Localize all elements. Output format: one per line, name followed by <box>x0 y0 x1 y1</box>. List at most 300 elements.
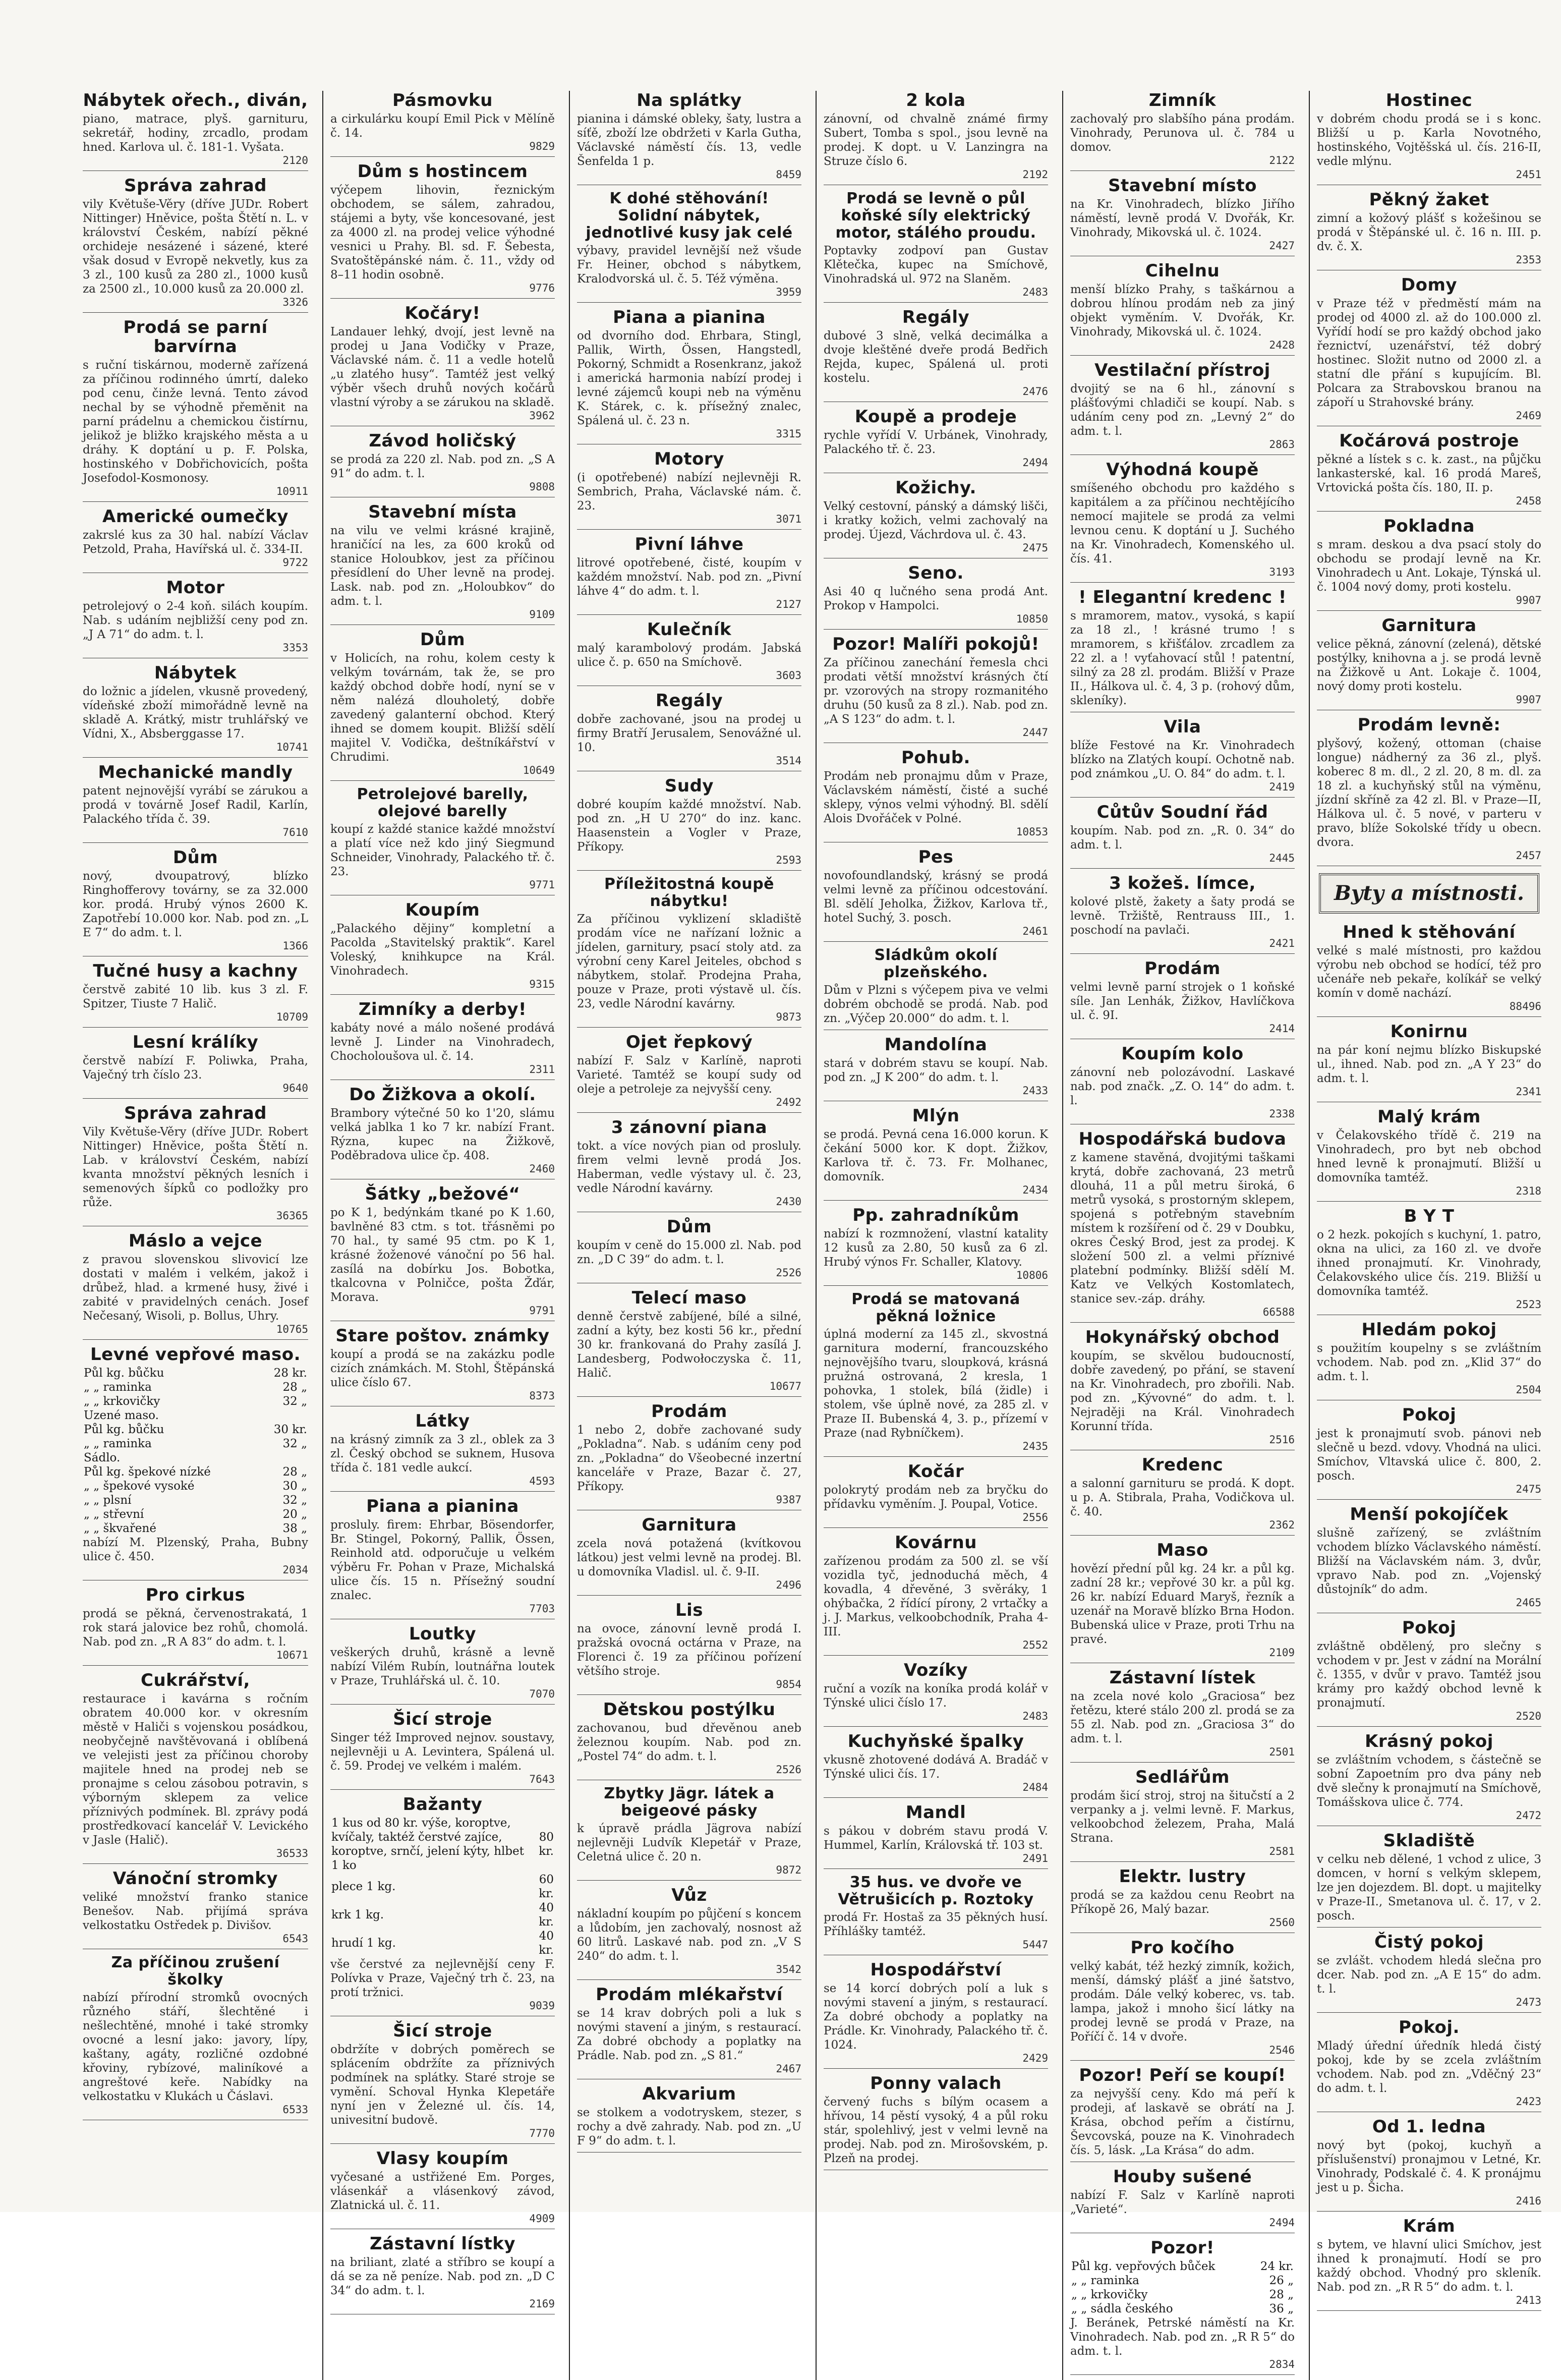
ad-body: denně čerstvě zabíjené, bílé a silné, zadní a kýty, bez kosti 56 kr., přední 30 kr. frankovaná do Prahy zasílá J. Landesberg, Podwołoczyska č. 11, Halič. <box>577 1310 801 1380</box>
ad-heading: Vila <box>1164 717 1201 737</box>
ad-heading: Na splátky <box>637 90 742 110</box>
ad-reference-number: 2516 <box>1269 1434 1295 1446</box>
ad-heading: Americké oumečky <box>102 506 288 527</box>
ad-body: koupím, se skvělou budoucností, dobře zavedený, po přání, se stavení na Kr. Vinohradech, pro zbořili. Nab. pod zn. „Kývovné“ do adm. t. l. Nejraději na Král. Vinohradech Korunní třída. <box>1070 1349 1295 1433</box>
ad-body: na krásný zimník za 3 zl., oblek za 3 zl. Český obchod se suknem, Husova třída č. 181 vedle aukcí. <box>330 1433 555 1475</box>
ad-reference-number: 10677 <box>769 1380 801 1392</box>
ad-body: na zcela nové kolo „Graciosa“ bez řetězu, které stálo 200 zl. prodá se za 55 zl. Nab. pod zn. „Graciosa 3“ do adm. t. l. <box>1070 1690 1295 1745</box>
classified-ad <box>83 1954 308 2120</box>
ad-heading: Sedlářům <box>1135 1767 1230 1787</box>
column-4 <box>816 91 1055 2380</box>
ad-body: zvláštně obdělený, pro slečny s vchodem v pr. Jest v zádní na Morální č. 1355, v dvůr v pravo. Tamtéž jsou krámy pro každý obchod levně k pronajmutí. <box>1317 1640 1541 1710</box>
ad-heading: Zástavní lístek <box>1109 1668 1256 1688</box>
ad-reference-number: 2476 <box>1022 385 1048 398</box>
ad-heading: Pes <box>918 847 954 867</box>
ad-heading: Vůz <box>671 1885 707 1905</box>
ad-reference-number: 9907 <box>1516 694 1541 706</box>
ad-body: čerstvě zabité 10 lib. kus 3 zl. F. Spitzer, Tiuste 7 Halič. <box>83 983 308 1010</box>
ad-body: Vily Květuše-Věry (dříve JUDr. Robert Nittinger) Hněvice, pošta Štětí n. Lab. v království Českém, nabízí kvanta množství pěkných lesních i semenových šípků co podložky pro růže. <box>83 1125 308 1209</box>
classified-ad <box>824 407 1048 473</box>
ad-reference-number: 2504 <box>1516 1384 1541 1396</box>
classified-ad <box>1070 717 1295 798</box>
ad-reference-number: 2483 <box>1022 1710 1048 1722</box>
ad-heading: Výhodná koupě <box>1106 460 1259 480</box>
ad-reference-number: 2318 <box>1516 1185 1541 1197</box>
ad-reference-number: 6533 <box>282 2104 308 2116</box>
ad-heading: Kočár <box>907 1461 964 1482</box>
column-1 <box>76 91 315 2380</box>
classified-ad <box>824 947 1048 1030</box>
ad-reference-number: 2834 <box>1269 2358 1295 2370</box>
ad-heading: Pokoj <box>1402 1405 1457 1425</box>
ad-body: dubové 3 slně, velká decimálka a dvoje kleštěné dveře prodá Bedřich Rejda, kupec, Spálená ul. proti kostelu. <box>824 329 1048 385</box>
ad-body: obdržíte v dobrých poměrech se splácením obdržíte za příznivých podmínek na splátky. Staré stroje se vymění. Schoval Hynka Klepetáře nyní jen v Železné ul. čís. 14, univesitní budově. <box>330 2043 555 2127</box>
ad-reference-number: 10671 <box>276 1649 308 1661</box>
ad-body: Landauer lehký, dvojí, jest levně na prodej u Jana Vodičky v Praze, Václavské nám. č. 11 a vedle hotelů „u zlatého husy“. Tamtéž jest velký výběr všech druhů nových kočárů vlastní výroby a se zárukou na skladě. <box>330 325 555 409</box>
ad-heading: Pivní láhve <box>634 534 744 554</box>
price-item: Půl kg. bůčku <box>84 1367 164 1380</box>
ad-reference-number: 2469 <box>1516 410 1541 422</box>
ad-body: nabízí M. Plzenský, Praha, Bubny ulice č. 450. <box>83 1536 308 1563</box>
ad-heading: B Y T <box>1404 1206 1455 1226</box>
ad-heading: Kočáry! <box>404 303 481 323</box>
ad-heading: Prodá se levně o půl koňské síly elektrický motor, stálého proudu. <box>835 190 1036 242</box>
price-value: 28 „ <box>1269 2288 1294 2301</box>
ad-body: Singer též Improved nejnov. soustavy, nejlevněji u A. Levintera, Spálená ul. č. 59. Prodej ve velkém i malém. <box>330 1731 555 1773</box>
price-value: 26 „ <box>1269 2274 1294 2287</box>
classified-ad <box>577 535 801 615</box>
ad-heading: Akvarium <box>642 2084 736 2104</box>
ad-heading: Prodám <box>1144 958 1221 979</box>
ad-heading: Konirnu <box>1390 1022 1468 1042</box>
ad-body: dobré koupím každé množství. Nab. pod zn. „H U 270“ do inz. kanc. Haasenstein a Vogler v Praze, Příkopy. <box>577 798 801 854</box>
classified-ad <box>824 1874 1048 1955</box>
classified-ad <box>1070 803 1295 869</box>
ad-reference-number: 7643 <box>529 1773 555 1785</box>
ad-heading: Cihelnu <box>1145 261 1220 281</box>
ad-reference-number: 9873 <box>776 1011 801 1023</box>
ad-body: smíšeného obchodu pro každého s kapitálem a za příčinou nechtějícího nemocí majitele se prodá za velmi levnou cenu. K doptání u J. Suchého na Kr. Vinohradech, Komenského ul. čís. 41. <box>1070 482 1295 565</box>
price-row <box>1070 2288 1295 2302</box>
ad-heading: Správa zahrad <box>124 176 267 196</box>
classified-ad <box>83 1033 308 1099</box>
ad-body: se zvlášt. vchodem hledá slečna pro dcer. Nab. pod zn. „A E 15“ do adm. t. l. <box>1317 1954 1541 1996</box>
price-item: krk 1 kg. <box>331 1908 384 1921</box>
ad-heading: Kočárová postroje <box>1339 431 1519 451</box>
ad-heading: Regály <box>655 691 723 711</box>
ad-reference-number: 9315 <box>529 978 555 990</box>
ad-heading: Pokladna <box>1383 516 1475 536</box>
classified-ad <box>1317 715 1541 866</box>
ad-heading: Mechanické mandly <box>98 762 293 782</box>
ad-body: prodám šicí stroj, stroj na šitučstí a 2 verpanky a j. velmi levně. F. Markus, velkoobchod železem, Praha, Malá Strana. <box>1070 1789 1295 1845</box>
ad-reference-number: 2526 <box>776 1267 801 1279</box>
ad-heading: Stare poštov. známky <box>335 1326 550 1346</box>
ad-reference-number: 9387 <box>776 1494 801 1506</box>
classified-ad <box>1070 1044 1295 1124</box>
ad-reference-number: 7770 <box>529 2127 555 2139</box>
ad-heading: Šátky „bežové“ <box>365 1184 521 1204</box>
ad-body: v Čelakovského třídě č. 219 na Vinohradech, pro byt neb obchod hned levně k pronajmutí. Bližší u domovníka tamtéž. <box>1317 1129 1541 1184</box>
ad-heading: Telecí maso <box>631 1288 747 1308</box>
classified-ad <box>577 1785 801 1881</box>
ad-body: od dvorního dod. Ehrbara, Stingl, Pallik, Wirth, Össen, Hangstedl, Pokorný, Schmidt a Rosenkranz, jakož i americká harmonia nabízí prodej i levné zájemců koupi neb na výměnu K. Stárek, c. k. přísežný znalec, Spálená ul. č. 23 n. <box>577 329 801 427</box>
ad-reference-number: 2433 <box>1022 1085 1048 1097</box>
classified-ad <box>1317 517 1541 611</box>
classified-ad <box>1317 2018 1541 2112</box>
classified-ad <box>1317 431 1541 512</box>
ad-heading: Pro cirkus <box>145 1585 246 1605</box>
ad-heading: Sudy <box>664 776 714 796</box>
ad-heading: Dům <box>420 630 466 650</box>
ad-heading: Maso <box>1157 1540 1208 1560</box>
classified-ad <box>1317 1022 1541 1102</box>
ad-reference-number: 9907 <box>1516 594 1541 606</box>
price-row <box>330 1873 555 1901</box>
ad-heading: Pohub. <box>901 748 970 768</box>
ad-heading: 2 kola <box>906 90 966 110</box>
classified-ad <box>824 308 1048 402</box>
ad-reference-number: 2475 <box>1516 1483 1541 1495</box>
classified-ad <box>330 2234 555 2314</box>
classified-ad <box>824 190 1048 303</box>
price-row <box>83 1451 308 1465</box>
ad-heading: Pro kočího <box>1130 1938 1235 1958</box>
ad-reference-number: 1366 <box>282 940 308 952</box>
classified-ad <box>1070 1328 1295 1450</box>
ad-body: kabáty nové a málo nošené prodává levně J. Linder na Vinohradech, Chocholoušova ul. č. 14. <box>330 1022 555 1063</box>
price-value: 30 „ <box>282 1480 307 1493</box>
ad-reference-number: 2430 <box>776 1196 801 1208</box>
ad-heading: Pp. zahradníkům <box>852 1205 1019 1225</box>
ad-reference-number: 2311 <box>529 1063 555 1075</box>
ad-body: se stolkem a vodotryskem, stezer, s rochy a dvě zahrady. Nab. pod zn. „U F 9“ do adm. t. l. <box>577 2106 801 2147</box>
ad-reference-number: 2494 <box>1022 457 1048 469</box>
ad-body: rychle vyřídí V. Urbánek, Vinohrady, Palackého tř. č. 23. <box>824 429 1048 456</box>
column-5 <box>1062 91 1302 2380</box>
ad-body: se prodá. Pevná cena 16.000 korun. K čekání 5000 kor. K dopt. Žižkov, Karlova tř. č. 73. Fr. Molhanec, domovník. <box>824 1128 1048 1183</box>
classified-ad <box>577 308 801 444</box>
ad-heading: Pozor! Malíři pokojů! <box>832 634 1039 654</box>
ad-reference-number: 2467 <box>776 2063 801 2075</box>
ad-heading: Pěkný žaket <box>1369 190 1489 210</box>
ad-reference-number: 2494 <box>1269 2217 1295 2229</box>
ad-reference-number: 2501 <box>1269 1746 1295 1758</box>
price-row <box>1070 2274 1295 2288</box>
classified-ad <box>83 961 308 1028</box>
classified-ad <box>330 900 555 995</box>
ad-body: nový byt (pokoj, kuchyň a příslušenství) pronajmou v Letné, Kr. Vinohrady, Podskalé č. 4. K pronájmu jest u p. Šicha. <box>1317 2139 1541 2194</box>
price-value: 36 „ <box>1269 2302 1294 2315</box>
ad-body: ruční a vozík na koníka prodá kolář v Týnské ulici číslo 17. <box>824 1682 1048 1710</box>
ad-reference-number: 2034 <box>282 1564 308 1576</box>
ad-heading: Lis <box>675 1600 704 1620</box>
ad-body: z kamene stavěná, dvojitými taškami krytá, dobře zachovaná, 23 metrů dlouhá, 11 a půl metru široká, 6 metrů vysoká, s prostorným sklepem, spojená s potřebným stavebním místem k rozšíření od č. 29 v Doubku, okres Český Brod, jest za prodej. K složení 500 zl. a velmi příznivé platební podmínky. Bližší sdělí M. Katz ve Velkých Kostomlatech, stanice sev.-záp. dráhy. <box>1070 1151 1295 1306</box>
ad-reference-number: 2546 <box>1269 2044 1295 2056</box>
price-item: „ „ raminka <box>1071 2274 1139 2287</box>
ad-body: koupí z každé stanice každé množství a platí více než kdo jiný Siegmund Schneider, Vinohrady, Palackého tř. č. 23. <box>330 823 555 878</box>
ad-reference-number: 10850 <box>1016 613 1048 625</box>
ad-reference-number: 2458 <box>1516 495 1541 507</box>
price-value <box>260 1408 308 1423</box>
ad-heading: Garnitura <box>642 1515 737 1535</box>
ad-reference-number: 2416 <box>1516 2195 1541 2207</box>
ad-heading: Závod holičský <box>369 431 516 451</box>
ad-heading: Zástavní lístky <box>370 2234 515 2254</box>
classified-ad <box>1070 1129 1295 1323</box>
ad-heading: Bažanty <box>402 1794 483 1815</box>
ad-heading: Prodám <box>651 1401 727 1422</box>
classified-ad <box>577 1601 801 1695</box>
ad-body: se 14 korcí dobrých polí a luk s novými stavení a jiným, s restaurací. Za dobré obchody a poplatky na Prádle. Kr. Vinohrady, Palackého tř. č. 1024. <box>824 1982 1048 2052</box>
ad-heading: Petrolejové barelly, olejové barelly <box>357 785 529 820</box>
ad-reference-number: 2475 <box>1022 542 1048 554</box>
classified-ad <box>824 1035 1048 1101</box>
ad-reference-number: 3193 <box>1269 566 1295 578</box>
ad-heading: Krám <box>1403 2216 1456 2236</box>
ad-body: s pákou v dobrém stavu prodá V. Hummel, Karlín, Královská tř. 103 st. <box>824 1825 1048 1852</box>
ad-body: velmi levně parní strojek o 1 koňské síle. Jan Lenhák, Žižkov, Havlíčkova ul. č. 9I. <box>1070 981 1295 1022</box>
classified-ad <box>83 318 308 502</box>
classified-ad <box>1070 176 1295 256</box>
ad-body: velké s malé místnosti, pro každou výrobu neb obchod se hodící, též pro učenáře neb pekaře, kolíkář se velký komín v domě nachází. <box>1317 944 1541 1000</box>
ad-reference-number: 3542 <box>776 1963 801 1975</box>
classified-ad <box>1070 460 1295 583</box>
ad-heading: Motory <box>654 449 724 469</box>
price-item: hrudí 1 kg. <box>331 1937 396 1950</box>
ad-body: velice pěkná, zánovní (zelená), dětské postýlky, knihovna a j. se prodá levně na Žižkově u Ant. Lokaje č. 1004, nový domy proti kostelu. <box>1317 638 1541 693</box>
ad-body: zimní a kožový plášť s kožešinou se prodá v Štěpánské ul. č. 16 n. III. p. dv. č. X. <box>1317 212 1541 253</box>
classified-ad <box>1070 2238 1295 2375</box>
ad-heading: Stavební místa <box>368 502 517 522</box>
ad-body: s bytem, ve hlavní ulici Smíchov, jest ihned k pronajmutí. Hodí se pro každý obchod. Vhodný pro skleník. Nab. pod zn. „R R 5“ do adm. t. l. <box>1317 2238 1541 2294</box>
classified-ad <box>83 578 308 658</box>
ad-heading: Prodám levně: <box>1357 715 1501 735</box>
classified-ad <box>1070 1768 1295 1862</box>
price-row <box>83 1507 308 1521</box>
ad-heading: Nábytek <box>154 663 237 683</box>
classified-ad <box>1317 1618 1541 1727</box>
ad-heading: Piana a pianina <box>366 1496 519 1516</box>
ad-heading: Seno. <box>908 563 964 583</box>
classified-ad <box>577 1886 801 1980</box>
classified-ad <box>577 1217 801 1283</box>
ad-heading: 3 kožeš. límce, <box>1109 873 1256 893</box>
ad-reference-number: 2460 <box>529 1163 555 1175</box>
price-value: 40 kr. <box>539 1901 554 1929</box>
classified-ad <box>83 1231 308 1340</box>
ad-reference-number: 2362 <box>1269 1519 1295 1531</box>
ad-reference-number: 2483 <box>1022 286 1048 298</box>
classified-ad <box>824 1533 1048 1656</box>
ad-body: zařízenou prodám za 500 zl. se vší vozidla tyč, jednoduchá měch, 4 kovadla, 4 dřevěné, 3 svěráky, 1 ohýbačka, 2 řídící pírony, 2 vrtačky a j. J. Markus, velkoobchodník, Praha 4-III. <box>824 1555 1048 1638</box>
ad-body: vše čerstvé za nejlevnější ceny F. Polívka v Praze, Vaječný trh č. 23, na protí tržnici. <box>330 1958 555 1999</box>
ad-heading: Do Žižkova a okolí. <box>349 1085 536 1105</box>
ad-body: velký kabát, též hezký zimník, kožich, menší, dámský plášť a jiné šatstvo, prodám. Dále velký koberec, vs. tab. lampa, jakož i mnoho šicí látky na prodej levně se prodá v Praze, na Poříčí č. 14 v dvoře. <box>1070 1960 1295 2044</box>
ad-heading: Stavební místo <box>1108 176 1257 196</box>
classified-ad <box>330 630 555 781</box>
classified-ad <box>330 1411 555 1492</box>
ad-reference-number: 2341 <box>1516 1086 1541 1098</box>
ad-body: na ovoce, zánovní levně prodá I. pražská ovocná octárna v Praze, na Florenci č. 19 za příčinou pořízení většího stroje. <box>577 1622 801 1678</box>
ad-body: Prodám neb pronajmu dům v Praze, Václavském náměstí, čisté a suché sklepy, výnos velmi výhodný. Bl. sdělí Alois Dvořáček v Polné. <box>824 770 1048 825</box>
classified-ad <box>1317 1405 1541 1500</box>
ad-body: koupím. Nab. pod zn. „R. 0. 34“ do adm. t. l. <box>1070 824 1295 852</box>
ad-body: vyčesané a ustřižené Em. Porges, vlásenkář a vlásenkový závod, Zlatnická ul. č. 11. <box>330 2171 555 2212</box>
classified-ad <box>330 304 555 426</box>
ad-reference-number: 10741 <box>276 741 308 753</box>
classified-ad <box>83 663 308 758</box>
ad-reference-number: 7610 <box>282 826 308 838</box>
ad-body: Za příčinou zanechání řemesla chci prodati větší množství krásných čtí pr. vzorových na stropy rozmanitého druhu (50 kusů za 8 zl.). Nab. pod zn. „A S 123“ do adm. t. l. <box>824 656 1048 726</box>
classified-ad <box>1317 1831 1541 1928</box>
ad-reference-number: 2353 <box>1516 254 1541 266</box>
classified-ad <box>1070 361 1295 455</box>
ad-reference-number: 2484 <box>1022 1781 1048 1793</box>
classified-ad <box>83 848 308 956</box>
ad-reference-number: 10765 <box>276 1323 308 1335</box>
ad-body: v celku neb dělené, 1 vchod z ulice, 3 domcen, v horní s velkým sklepem, lze jen dojezdem. Bl. dopt. u majitelky v Praze-II., Smetanova ul. č. 17, v 2. posch. <box>1317 1853 1541 1922</box>
ad-body: výbavy, pravidel levnější než všude Fr. Heiner, obchod s nábytkem, Kralodvorská ul. č. 5. Též výměna. <box>577 244 801 286</box>
ad-reference-number: 6543 <box>282 1933 308 1945</box>
ad-reference-number: 2556 <box>1022 1511 1048 1523</box>
ad-heading: Máslo a vejce <box>128 1231 263 1251</box>
classified-ad <box>83 176 308 313</box>
ad-reference-number: 9771 <box>529 879 555 891</box>
ad-body: dvojitý se na 6 hl., zánovní s plášťovými chladiči se koupí. Nab. s udáním ceny pod zn. „Levný 2“ do adm. t. l. <box>1070 382 1295 438</box>
ad-heading: K dohé stěhování! Solidní nábytek, jednotlivé kusy jak celé <box>586 190 793 242</box>
ad-body: piano, matrace, plyš. garnituru, sekretář, hodiny, zrcadlo, prodam hned. Karlova ul. č. 181-1. Vyšata. <box>83 112 308 154</box>
ad-body: vkusně zhotovené dodává A. Bradáč v Týnské ulici čís. 17. <box>824 1753 1048 1781</box>
ad-heading: Koupím <box>405 900 480 920</box>
ad-reference-number: 36365 <box>276 1210 308 1222</box>
ad-heading: Cukrářství, <box>141 1670 250 1690</box>
ad-body: zcela nová potažená (kvítkovou látkou) jest velmi levně na prodej. Bl. u domovníka Vladisl. ul. č. 9-II. <box>577 1537 801 1578</box>
classified-ad <box>577 449 801 530</box>
classified-ad <box>330 1184 555 1321</box>
ad-body: veškerých druhů, krásně a levně nabízí Vilém Rubín, loutnářna loutek v Praze, Truhlářská ul. č. 10. <box>330 1646 555 1687</box>
price-row <box>1070 2259 1295 2274</box>
price-item: Půl kg. bůčku <box>84 1423 164 1436</box>
ad-body: 1 nebo 2, dobře zachované sudy „Pokladna“. Nab. s udáním ceny pod zn. „Pokladna“ do Všeobecné inzertní kanceláře v Praze, Bazar č. 27, Příkopy. <box>577 1424 801 1493</box>
ad-heading: Hned k stěhování <box>1343 922 1516 942</box>
classified-ad <box>83 1869 308 1949</box>
ad-reference-number: 9039 <box>529 2000 555 2012</box>
ad-reference-number: 9776 <box>529 282 555 294</box>
classified-ad <box>577 1700 801 1780</box>
classified-ad <box>577 691 801 771</box>
ad-reference-number: 8459 <box>776 168 801 181</box>
ad-body: Brambory výtečné 50 ko 1'20, slámu velká jablka 1 ko 7 kr. nabízí Frant. Rýzna, kupec na Žižkově, Poděbradova ulice čp. 408. <box>330 1107 555 1162</box>
ad-reference-number: 2427 <box>1269 240 1295 252</box>
ad-heading: Ponny valach <box>870 2073 1002 2093</box>
classified-ad <box>83 1585 308 1666</box>
ad-body: jest k pronajmutí svob. pánovi neb slečně u bezd. vdovy. Vhodná na ulici. Smíchov, Vltavská ulice č. 800, 2. posch. <box>1317 1427 1541 1483</box>
classified-ad <box>824 478 1048 558</box>
classified-ad <box>83 91 308 171</box>
classified-ad <box>83 763 308 843</box>
classified-ad <box>1070 261 1295 356</box>
price-item: „ „ střevní <box>84 1508 144 1521</box>
classified-ad <box>1317 1107 1541 1202</box>
ad-reference-number: 3514 <box>776 755 801 767</box>
price-value: 60 kr. <box>539 1873 554 1900</box>
ad-reference-number: 5447 <box>1022 1939 1048 1951</box>
classified-ad <box>330 1000 555 1080</box>
ad-heading: Elektr. lustry <box>1119 1866 1246 1887</box>
ad-reference-number: 66588 <box>1262 1306 1295 1318</box>
column-3 <box>569 91 808 2380</box>
ad-heading: Nábytek ořech., diván, <box>83 90 308 110</box>
ad-body: koupí a prodá se na zakázku podle cizích známkách. M. Stohl, Štěpánská ulice číslo 67. <box>330 1348 555 1389</box>
ad-body: se 14 krav dobrých poli a luk s novými stavení a jiným, s restaurací. Za dobré obchody a poplatky na Prádle. Nab. pod zn. „S 81.“ <box>577 2007 801 2062</box>
ad-body: zánovní, od chvalně známé firmy Subert, Tomba s spol., jsou levně na prodej. K dopt. u V. Lanzingra na Struze číslo 6. <box>824 112 1048 168</box>
price-item: „ „ špekové vysoké <box>84 1480 195 1493</box>
classified-ad <box>824 1803 1048 1869</box>
classified-ad <box>577 876 801 1028</box>
price-table <box>83 1366 308 1536</box>
ad-reference-number: 9109 <box>529 608 555 620</box>
price-item: „ „ sádla českého <box>1071 2302 1173 2315</box>
classified-ad <box>824 1960 1048 2069</box>
price-value: 32 „ <box>282 1395 307 1408</box>
ad-heading: Houby sušené <box>1113 2167 1252 2187</box>
price-item: 1 kus od 80 kr. výše, koroptve, kvíčaly, taktéž čerstvé zajíce, koroptve, srnčí, jelení kýty, hlbet 1 ko <box>331 1817 524 1872</box>
classified-ad <box>824 1206 1048 1286</box>
ad-body: Za příčinou vyklizení skladiště prodám více ne nařízaní ložnic a jídelen, garnitury, psací stoly atd. za výrobní ceny Karel Jeiteles, obchod s nábytkem, stolař. Prodejna Praha, pouze v Praze, proti výstavě ul. čís. 23, vedle Národní kavárny. <box>577 913 801 1010</box>
ad-heading: Mandl <box>905 1802 966 1823</box>
ad-body: plyšový, kožený, ottoman (chaise longue) nádherný za 36 zl., plyš. koberec 8 m. dl., 2 zl. 20, 8 m. dl. za 18 zl. a kuchyňský stůl na výměnu, jízdní skříně za 42 zl. Bl. v Praze—II, Hálkova ul. č. 5 nové, v parteru v pravo, blíže Sokolské třídy u obecn. dvora. <box>1317 737 1541 849</box>
classified-ad <box>330 2021 555 2144</box>
price-row <box>1070 2302 1295 2316</box>
ad-reference-number: 2560 <box>1269 1916 1295 1929</box>
price-item: „ „ krkovičky <box>84 1395 160 1408</box>
ad-body: pěkné a lístek s c. k. zast., na půjčku lankasterské, kal. 16 prodá Mareš, Vrtovická pošta čís. 180, II. p. <box>1317 453 1541 494</box>
price-item: „ „ raminka <box>84 1381 152 1394</box>
ad-heading: Dětskou postýlku <box>603 1699 776 1720</box>
classified-ad <box>824 1291 1048 1457</box>
price-item: „ „ raminka <box>84 1437 152 1450</box>
price-value: 28 „ <box>282 1465 307 1479</box>
ad-reference-number: 4593 <box>529 1475 555 1487</box>
section-banner: Byty a místnosti. <box>1319 873 1539 914</box>
ad-heading: Kuchyňské špalky <box>847 1731 1024 1751</box>
ad-body: Dům v Plzni s výčepem piva ve velmi dobrém obchodě se prodá. Nab. pod zn. „Výčep 20.000“ do adm. t. l. <box>824 984 1048 1025</box>
ad-body: „Palackého dějiny“ kompletní a Pacolda „Stavitelský praktik“. Karel Voleský, knihkupce na Král. Vinohradech. <box>330 922 555 978</box>
ad-body: polokrytý prodám neb za bryčku do přídavku vyměním. J. Poupal, Votice. <box>824 1484 1048 1511</box>
classified-ad <box>1317 190 1541 270</box>
ad-reference-number: 2192 <box>1022 168 1048 181</box>
ad-reference-number: 2523 <box>1516 1298 1541 1311</box>
ad-reference-number: 2423 <box>1516 2095 1541 2108</box>
classified-ad <box>1317 1933 1541 2013</box>
ad-heading: Garnitura <box>1381 615 1477 636</box>
classified-ad <box>330 1710 555 1790</box>
ad-heading: Zimníky a derby! <box>358 999 527 1019</box>
ad-heading: Prodá se parní barvírna <box>123 317 268 357</box>
ad-reference-number: 2863 <box>1269 438 1295 450</box>
price-table <box>1070 2259 1295 2316</box>
ad-body: Asi 40 q lučného sena prodá Ant. Prokop v Hampolci. <box>824 585 1048 612</box>
ad-body: čerstvě nabízí F. Poliwka, Praha, Vaječný trh číslo 23. <box>83 1054 308 1082</box>
classified-ad <box>83 1345 308 1580</box>
classified-ad <box>577 1402 801 1510</box>
ad-body: zánovní neb polozávodní. Laskavé nab. pod značk. „Z. O. 14“ do adm. t. l. <box>1070 1066 1295 1107</box>
column-2 <box>322 91 562 2380</box>
ad-heading: Motor <box>166 578 225 598</box>
ad-body: vily Květuše-Věry (dříve JUDr. Robert Nittinger) Hněvice, pošta Štětí n. L. v království Českém, nabízí pěkné orchideje nesázené i sázené, které však dosud v Evropě nekvetly, kus za 3 zl., 100 kusů za 280 zl., 1000 kusů za 2500 zl., 10.000 kusů za 20.000 zl. <box>83 198 308 296</box>
ad-heading: Lesní králíky <box>132 1032 259 1052</box>
